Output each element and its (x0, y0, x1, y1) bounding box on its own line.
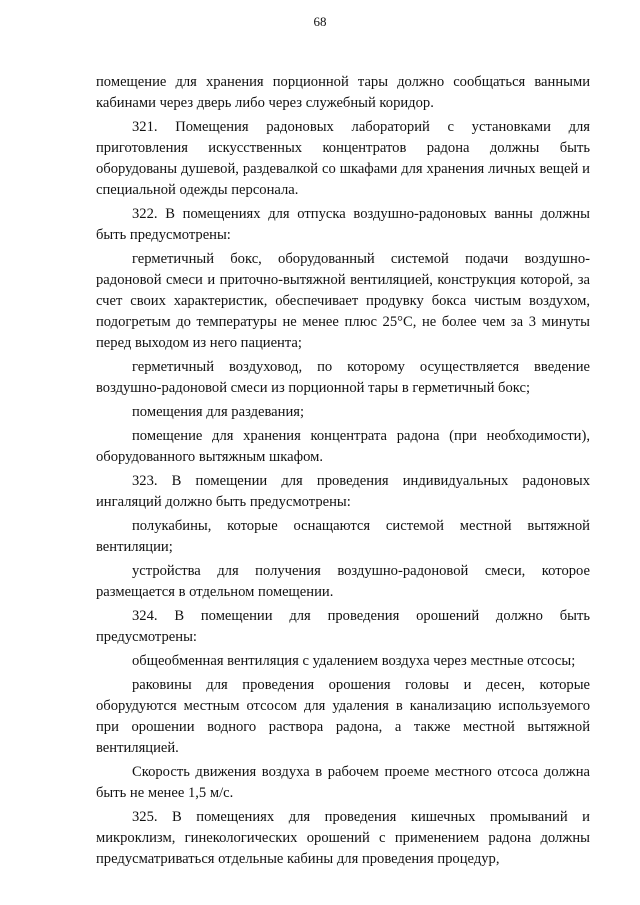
paragraph-4: герметичный бокс, оборудованный системой подачи воздушно-радоновой смеси и приточно-вытяжной вентиляцией, конструкция которой, за счет своих характеристик, обеспечивает продувку бокса чистым воздухом, подогретым до температуры не менее плюс 25°С, не более чем за 3 минуты перед выходом из него пациента; (96, 251, 590, 351)
paragraph-15: 325. В помещениях для проведения кишечных промываний и микроклизм, гинекологических орошений с применением радона должны предусматриваться отдельные кабины для проведения процедур, (96, 809, 590, 867)
paragraph-7: помещение для хранения концентрата радона (при необходимости), оборудованного вытяжным шкафом. (96, 428, 590, 465)
paragraph-9: полукабины, которые оснащаются системой местной вытяжной вентиляции; (96, 518, 590, 555)
paragraph-5: герметичный воздуховод, по которому осуществляется введение воздушно-радоновой смеси из порционной тары в герметичный бокс; (96, 359, 590, 396)
paragraph-2: 321. Помещения радоновых лабораторий с установками для приготовления искусственных концентратов радона должны быть оборудованы душевой, раздевалкой со шкафами для хранения личных вещей и специальной одежды персонала. (96, 119, 590, 198)
document-body (96, 72, 590, 870)
paragraph-3: 322. В помещениях для отпуска воздушно-радоновых ванны должны быть предусмотрены: (96, 206, 590, 243)
paragraph-12: общеобменная вентиляция с удалением воздуха через местные отсосы; (132, 653, 576, 669)
paragraph-6: помещения для раздевания; (132, 404, 305, 420)
paragraph-10: устройства для получения воздушно-радоновой смеси, которое размещается в отдельном помещении. (96, 563, 590, 600)
paragraph-11: 324. В помещении для проведения орошений должно быть предусмотрены: (96, 608, 590, 645)
paragraph-14: Скорость движения воздуха в рабочем проеме местного отсоса должна быть не менее 1,5 м/с. (96, 764, 590, 801)
paragraph-8: 323. В помещении для проведения индивидуальных радоновых ингаляций должно быть предусмотрены: (96, 473, 590, 510)
page-number: 68 (313, 14, 327, 29)
paragraph-13: раковины для проведения орошения головы и десен, которые оборудуются местным отсосом для удаления в канализацию используемого при орошении водного раствора радона, а также местной вытяжной вентиляцией. (96, 677, 590, 756)
paragraph-1: помещение для хранения порционной тары должно сообщаться ванными кабинами через дверь либо через служебный коридор. (96, 74, 590, 111)
